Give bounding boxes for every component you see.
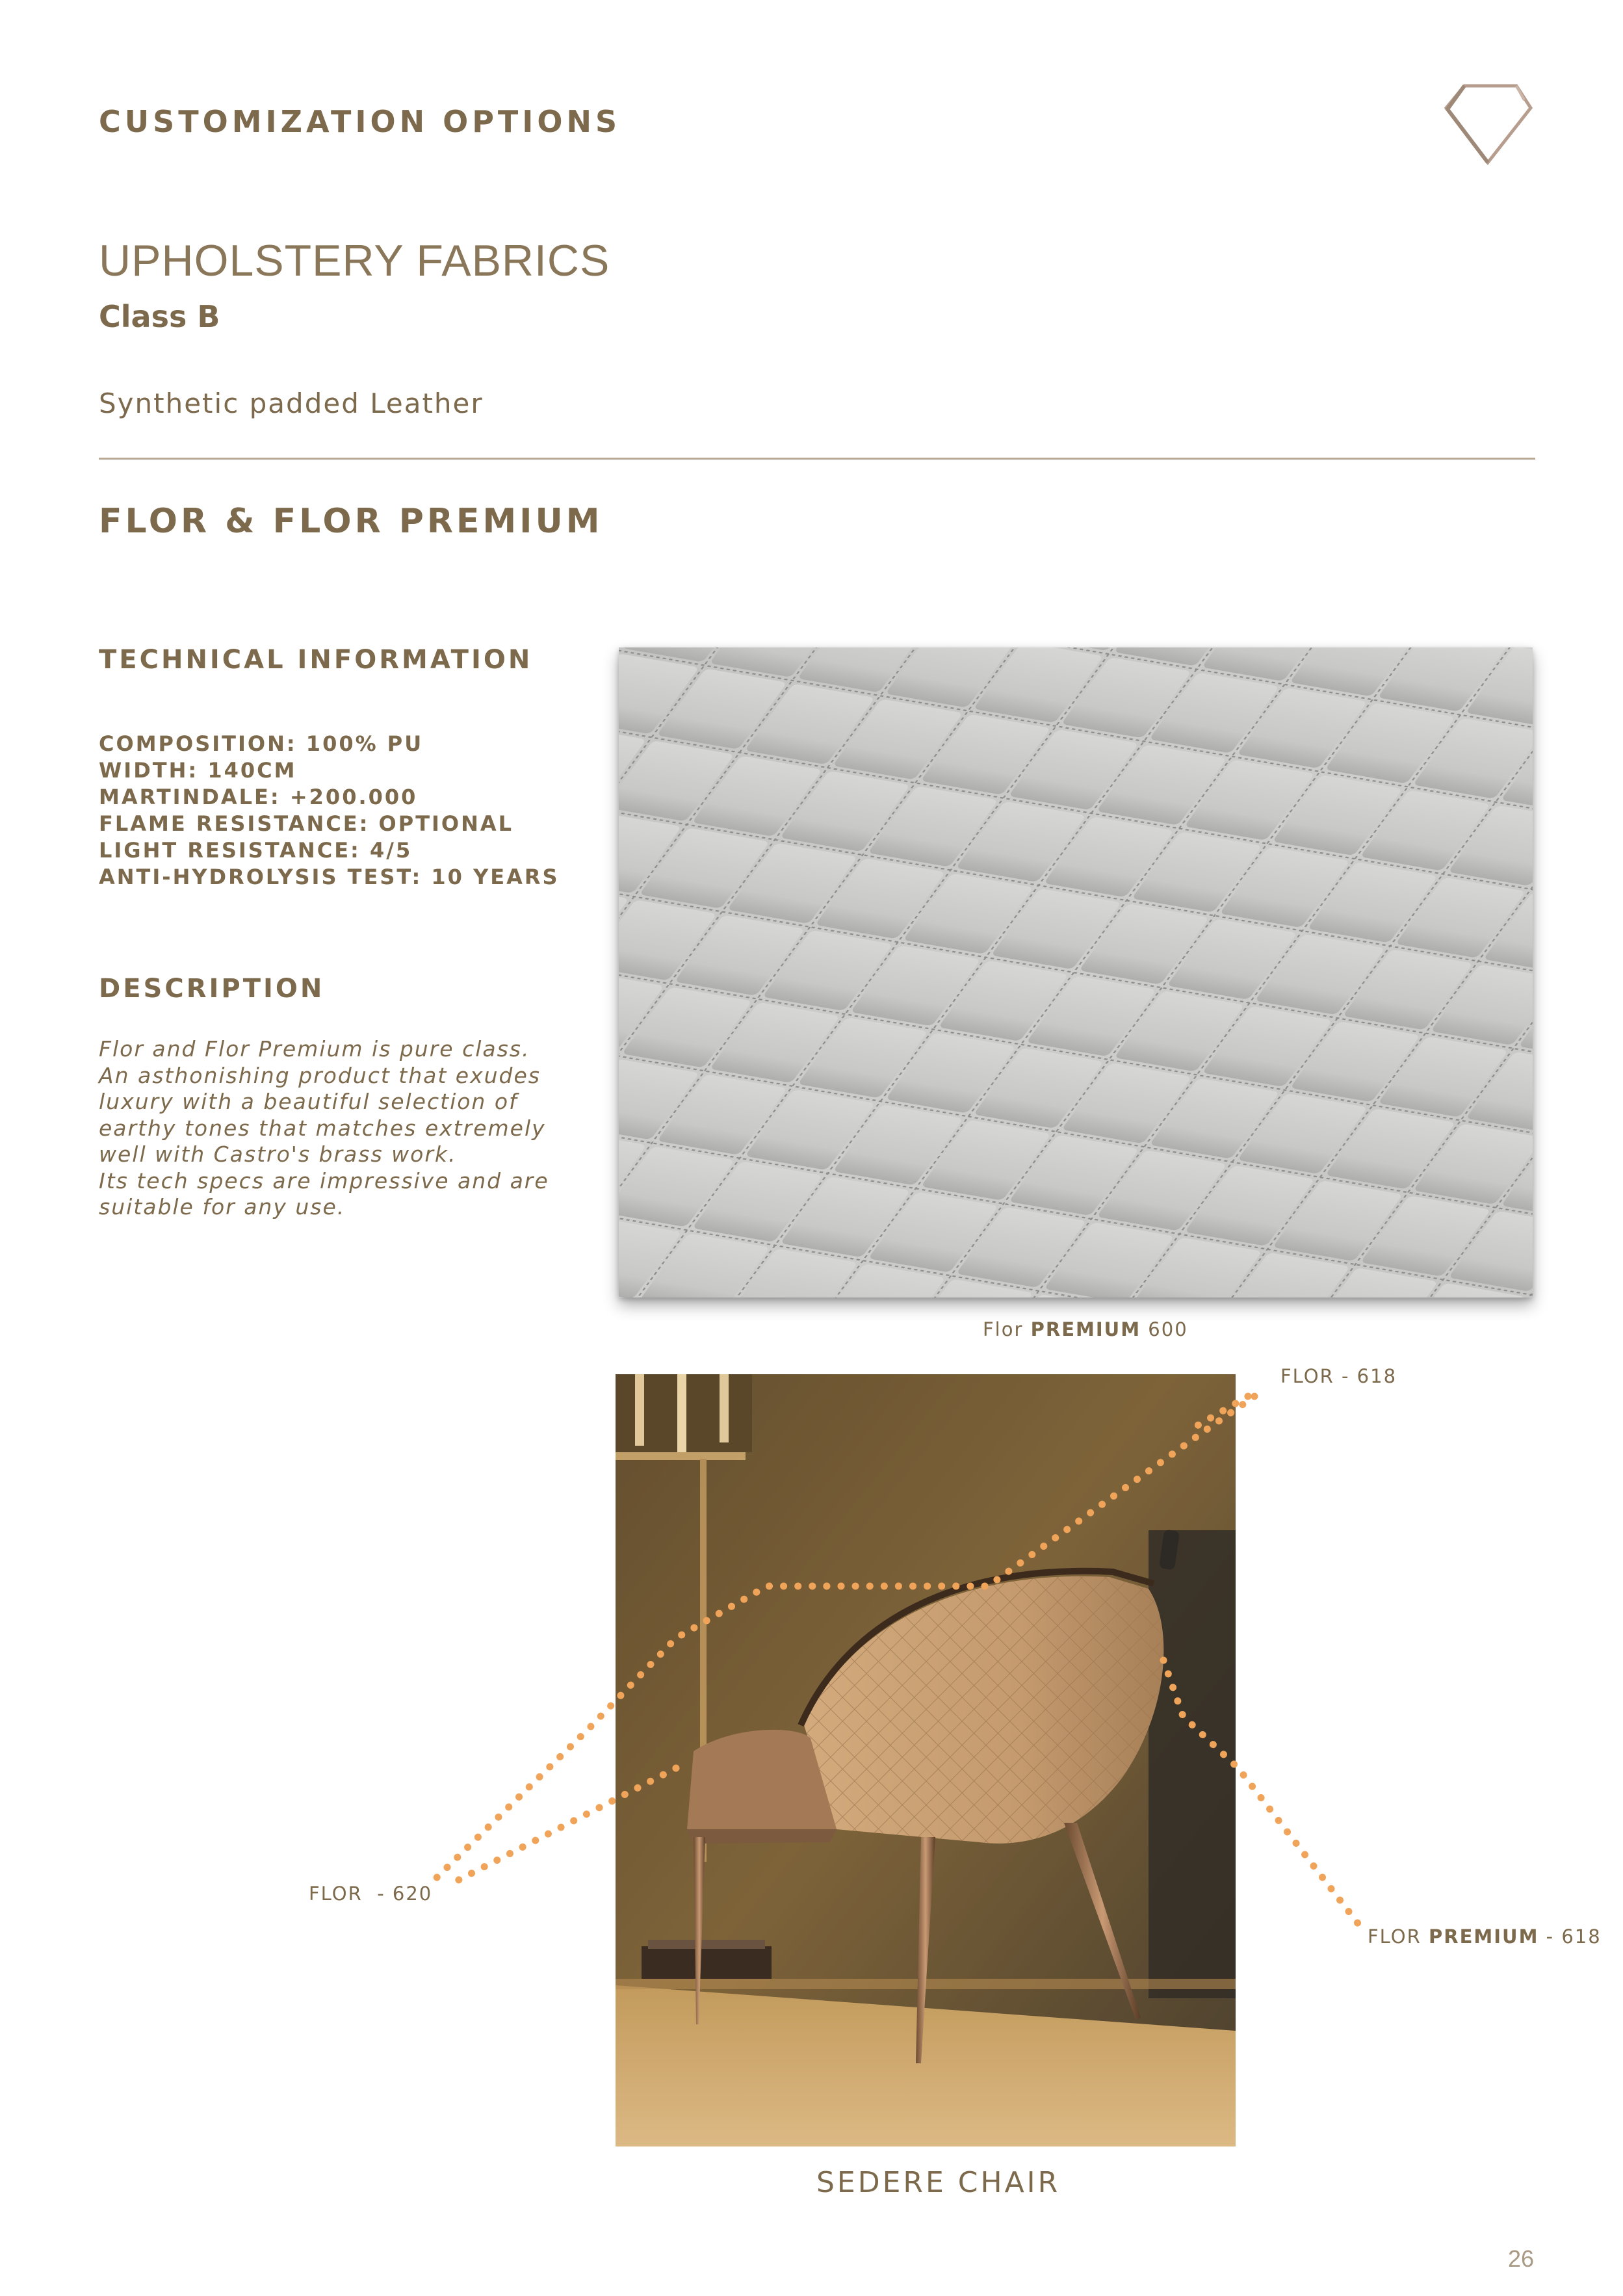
tech-composition: COMPOSITION: 100% PU xyxy=(99,731,424,756)
label-right-bold: PREMIUM xyxy=(1429,1925,1539,1948)
fabric-caption-pre: Flor xyxy=(983,1318,1031,1340)
label-flor-620: FLOR - 620 xyxy=(309,1883,433,1905)
class-label: Class B xyxy=(99,299,220,334)
description-line: Its tech specs are impressive and are xyxy=(99,1168,549,1194)
fabric-caption xyxy=(983,1318,1188,1340)
chair-name: SEDERE CHAIR xyxy=(816,2166,1061,2199)
label-flor-premium-618 xyxy=(1368,1925,1602,1948)
technical-heading: TECHNICAL INFORMATION xyxy=(99,645,533,675)
description-line: earthy tones that matches extremely xyxy=(99,1115,546,1141)
label-flor-618: FLOR - 618 xyxy=(1280,1365,1397,1387)
technical-list xyxy=(99,731,560,891)
tech-anti-hydrolysis: ANTI-HYDROLYSIS TEST: 10 YEARS xyxy=(99,865,560,889)
header-title: CUSTOMIZATION OPTIONS xyxy=(99,104,621,139)
description-line: well with Castro's brass work. xyxy=(99,1141,457,1167)
description-line: suitable for any use. xyxy=(99,1194,346,1220)
description-line: Flor and Flor Premium is pure class. xyxy=(99,1036,530,1062)
fabric-caption-bold: PREMIUM xyxy=(1030,1318,1141,1340)
product-title xyxy=(99,502,603,541)
fabric-swatch-image xyxy=(619,647,1533,1298)
material-type: Synthetic padded Leather xyxy=(99,387,484,419)
label-right-pre: FLOR xyxy=(1368,1925,1429,1948)
tech-martindale: MARTINDALE: +200.000 xyxy=(99,785,418,809)
tech-width: WIDTH: 140CM xyxy=(99,758,297,783)
diamond-logo-icon xyxy=(1433,77,1537,168)
product-title-regular: FLOR & FLOR xyxy=(99,502,399,541)
tech-light-resistance: LIGHT RESISTANCE: 4/5 xyxy=(99,838,413,863)
description-text xyxy=(99,1036,593,1221)
product-title-bold: PREMIUM xyxy=(398,502,603,541)
divider xyxy=(99,458,1535,460)
description-line: An asthonishing product that exudes xyxy=(99,1062,541,1088)
tech-flame-resistance: FLAME RESISTANCE: OPTIONAL xyxy=(99,811,514,836)
description-heading: DESCRIPTION xyxy=(99,974,325,1004)
page-number: 26 xyxy=(1508,2245,1535,2272)
label-right-post: - 618 xyxy=(1539,1925,1602,1948)
section-title: UPHOLSTERY FABRICS xyxy=(99,236,610,285)
quilted-pattern xyxy=(619,647,1533,1298)
description-line: luxury with a beautiful selection of xyxy=(99,1089,518,1114)
fabric-caption-post: 600 xyxy=(1141,1318,1188,1340)
chair-photo xyxy=(616,1374,1236,2146)
